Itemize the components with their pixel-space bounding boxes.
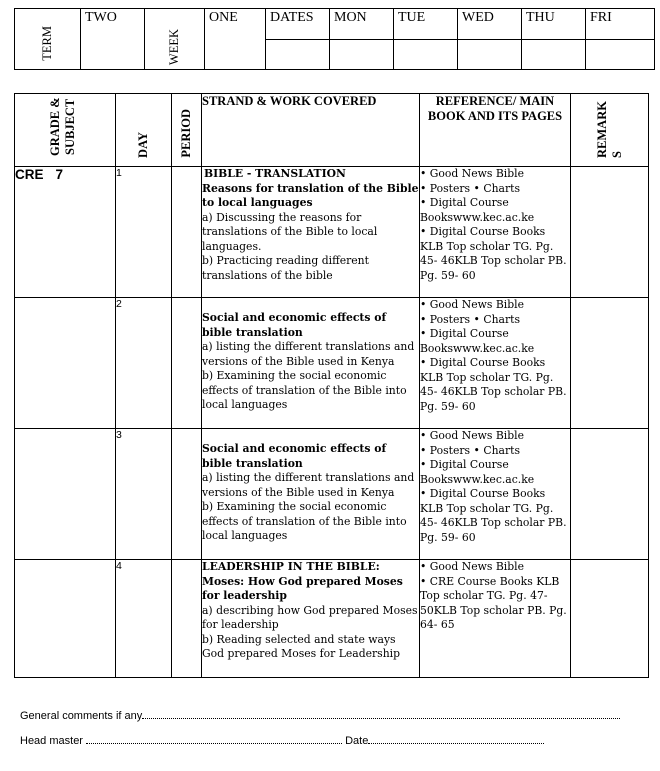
table-row	[15, 429, 649, 560]
strand-cell	[202, 167, 420, 298]
table-row	[15, 298, 649, 429]
grade-subject-cell	[15, 429, 116, 560]
strand-cell	[202, 429, 420, 560]
period-cell	[172, 167, 202, 298]
grade-subject-header	[15, 94, 116, 167]
dates-label: DATES	[266, 9, 330, 40]
date-label: Date	[345, 735, 369, 747]
table-row	[15, 167, 649, 298]
subject-name: CRE	[15, 167, 44, 182]
grade-subject-label: GRADE & SUBJECT	[48, 97, 77, 157]
thu-date	[522, 40, 586, 70]
day-number: 3	[116, 429, 172, 560]
period-cell	[172, 429, 202, 560]
strand-objective-a: a) Discussing the reasons for translations of the Bible to local languages.	[202, 210, 378, 253]
table-header-row	[15, 94, 649, 167]
header-table	[14, 8, 655, 70]
strand-subtitle: Moses: How God prepared Moses for leadership	[202, 574, 403, 602]
reference-item: • Digital Course Books KLB Top scholar TG. Pg. 45- 46KLB Top scholar PB. Pg. 59- 60	[420, 487, 567, 544]
strand-objective-b: b) Examining the social economic effects of translation of the Bible into local languages	[202, 369, 407, 411]
signature-line	[20, 734, 544, 747]
remarks-cell	[571, 429, 649, 560]
strand-subtitle: Social and economic effects of bible translation	[202, 311, 387, 339]
dates-blank	[266, 40, 330, 70]
reference-item: • Posters • Charts	[420, 312, 521, 326]
grade-number: 7	[55, 167, 64, 182]
reference-item: • Good News Bible	[420, 298, 524, 311]
reference-cell	[420, 560, 571, 678]
reference-cell	[420, 298, 571, 429]
wed-date	[458, 40, 522, 70]
fri-date	[586, 40, 655, 70]
strand-objective-a: a) listing the different translations and versions of the Bible used in Kenya	[202, 471, 415, 499]
period-label: PERIOD	[179, 109, 193, 158]
term-label-cell	[15, 9, 81, 70]
day-thu: THU	[522, 9, 586, 40]
strand-cell	[202, 560, 420, 678]
reference-item: • Digital Course Bookswww.kec.ac.ke	[420, 196, 535, 224]
strand-objective-a: a) listing the different translations and versions of the Bible used in Kenya	[202, 340, 415, 368]
remarks-cell	[571, 560, 649, 678]
day-wed: WED	[458, 9, 522, 40]
reference-item: • Digital Course Bookswww.kec.ac.ke	[420, 327, 535, 355]
term-label: TERM	[40, 26, 54, 61]
grade-subject-cell	[15, 167, 116, 298]
remarks-header	[571, 94, 649, 167]
strand-title: LEADERSHIP IN THE BIBLE:	[202, 560, 380, 573]
grade-subject-cell	[15, 298, 116, 429]
strand-objective-b: b) Examining the social economic effects of translation of the Bible into local languages	[202, 500, 407, 542]
strand-header: STRAND & WORK COVERED	[202, 94, 420, 167]
reference-item: • Digital Course Books KLB Top scholar TG. Pg. 45- 46KLB Top scholar PB. Pg. 59- 60	[420, 356, 567, 413]
remarks-cell	[571, 167, 649, 298]
strand-objective-b: b) Reading selected and state ways God prepared Moses for Leadership	[202, 632, 401, 660]
table-row	[15, 560, 649, 678]
strand-subtitle: Reasons for translation of the Bible to local languages	[202, 181, 419, 209]
reference-item: • Digital Course Bookswww.kec.ac.ke	[420, 458, 535, 486]
period-header	[172, 94, 202, 167]
reference-item: • Digital Course Books KLB Top scholar TG. Pg. 45- 46KLB Top scholar PB. Pg. 59- 60	[420, 225, 567, 282]
mon-date	[330, 40, 394, 70]
reference-item: • Posters • Charts	[420, 181, 521, 195]
day-mon: MON	[330, 9, 394, 40]
strand-cell	[202, 298, 420, 429]
day-header	[116, 94, 172, 167]
strand-objective-a: a) describing how God prepared Moses for leadership	[202, 603, 418, 631]
scheme-table	[14, 93, 649, 678]
period-cell	[172, 560, 202, 678]
general-comments-line	[20, 709, 620, 722]
remarks-cell	[571, 298, 649, 429]
week-value: ONE	[205, 9, 266, 70]
strand-objective-b: b) Practicing reading different translations of the bible	[202, 254, 369, 282]
tue-date	[394, 40, 458, 70]
period-cell	[172, 298, 202, 429]
grade-subject-cell	[15, 560, 116, 678]
reference-item: • Posters • Charts	[420, 443, 521, 457]
day-fri: FRI	[586, 9, 655, 40]
week-label: WEEK	[167, 28, 181, 65]
day-tue: TUE	[394, 9, 458, 40]
general-comments-label: General comments if any	[20, 710, 143, 722]
strand-title	[202, 429, 419, 442]
term-value: TWO	[81, 9, 145, 70]
reference-item: • CRE Course Books KLB Top scholar TG. Pg. 47- 50KLB Top scholar PB. Pg. 64- 65	[420, 574, 567, 631]
week-label-cell	[145, 9, 205, 70]
reference-item: • Good News Bible	[420, 560, 524, 573]
head-master-label: Head master	[20, 735, 83, 747]
day-number: 1	[116, 167, 172, 298]
head-master-field[interactable]	[86, 734, 342, 744]
reference-cell	[420, 167, 571, 298]
strand-title: BIBLE - TRANSLATION	[204, 167, 346, 180]
general-comments-field[interactable]	[142, 709, 620, 719]
strand-title	[202, 298, 419, 311]
date-field[interactable]	[368, 734, 544, 744]
day-number: 2	[116, 298, 172, 429]
reference-cell	[420, 429, 571, 560]
reference-item: • Good News Bible	[420, 167, 524, 180]
day-label: DAY	[136, 132, 150, 158]
reference-item: • Good News Bible	[420, 429, 524, 442]
strand-subtitle: Social and economic effects of bible translation	[202, 442, 387, 470]
day-number: 4	[116, 560, 172, 678]
reference-header: REFERENCE/ MAIN BOOK AND ITS PAGES	[420, 94, 571, 167]
remarks-label: REMARKS	[594, 101, 624, 158]
